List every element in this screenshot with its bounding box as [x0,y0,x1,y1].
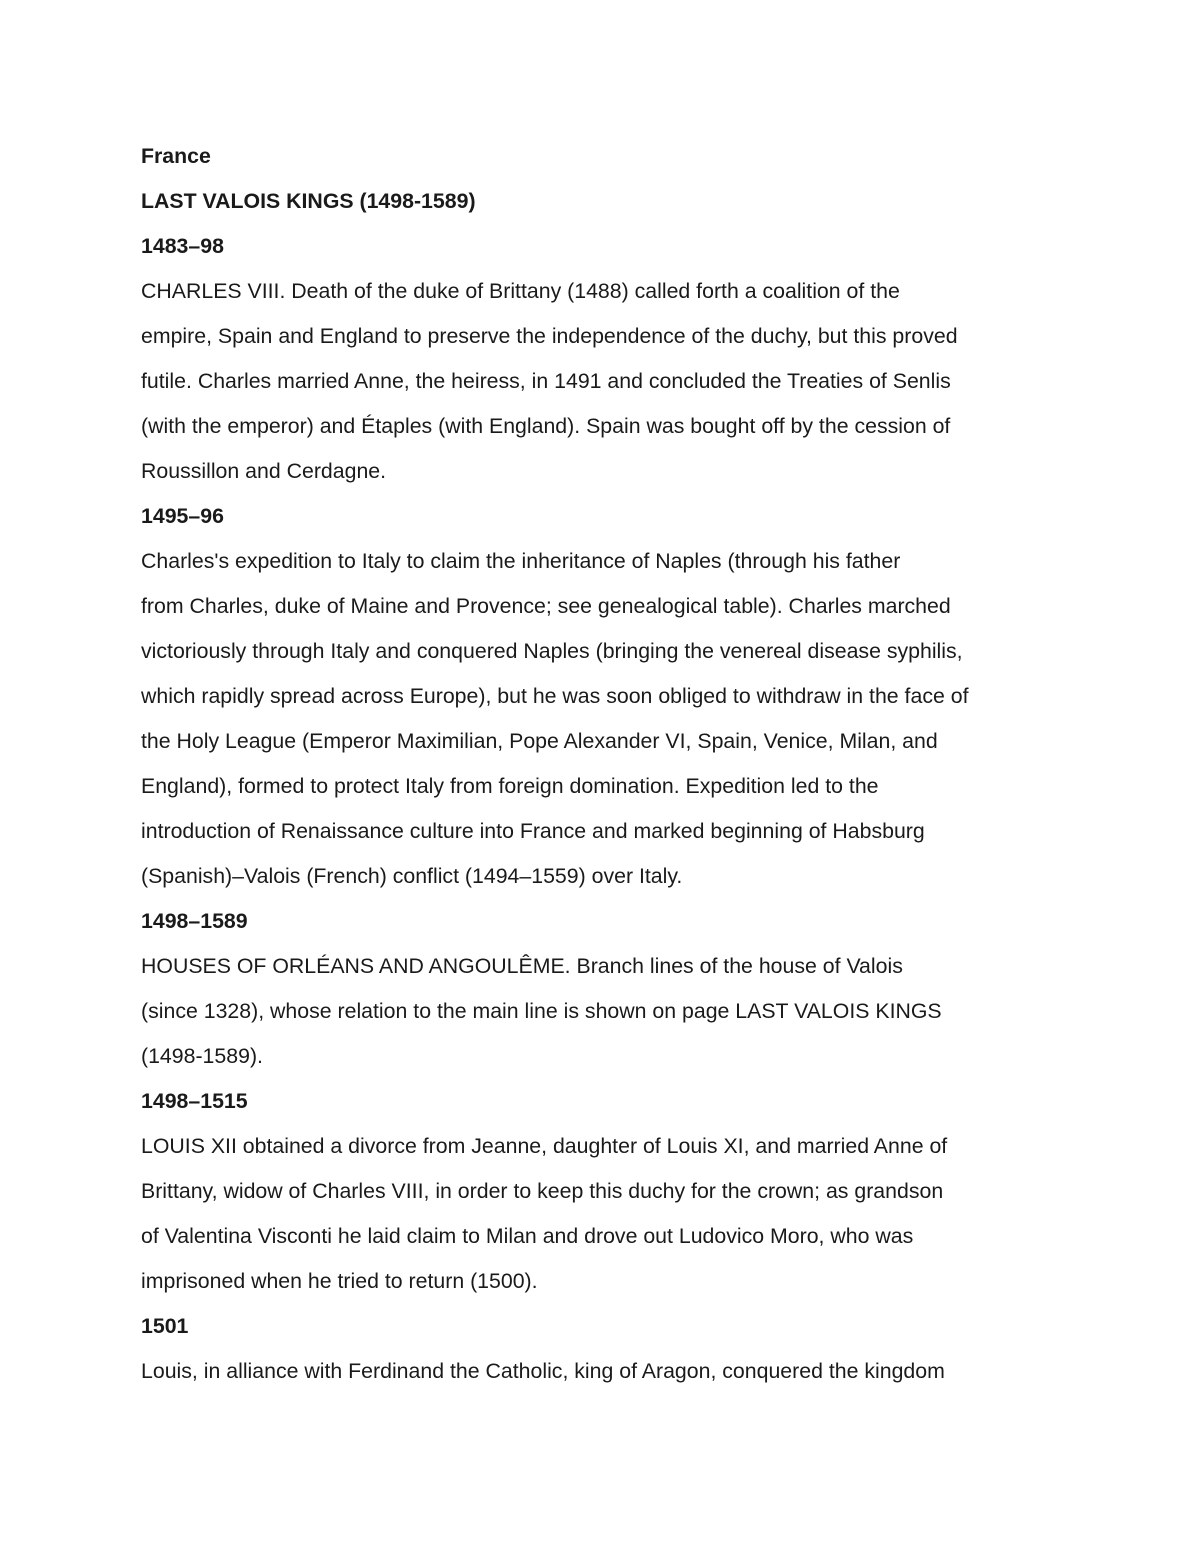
paragraph-line: empire, Spain and England to preserve the independence of the duchy, but this proved [141,324,958,348]
paragraph-line: introduction of Renaissance culture into France and marked beginning of Habsburg [141,819,925,843]
paragraph-line: (since 1328), whose relation to the main line is shown on page LAST VALOIS KINGS [141,999,942,1023]
date-heading: 1495–96 [141,504,224,528]
paragraph-line: Roussillon and Cerdagne. [141,459,387,483]
paragraph-line: imprisoned when he tried to return (1500). [141,1269,538,1293]
paragraph-line: England), formed to protect Italy from foreign domination. Expedition led to the [141,774,879,798]
paragraph-line: from Charles, duke of Maine and Provence; see genealogical table). Charles marched [141,594,951,618]
date-heading: 1483–98 [141,234,224,258]
paragraph-line: Louis, in alliance with Ferdinand the Catholic, king of Aragon, conquered the kingdom [141,1359,945,1383]
paragraph-line: the Holy League (Emperor Maximilian, Pope Alexander VI, Spain, Venice, Milan, and [141,729,938,753]
paragraph-line: HOUSES OF ORLÉANS AND ANGOULÊME. Branch lines of the house of Valois [141,954,903,978]
section-heading: LAST VALOIS KINGS (1498-1589) [141,189,476,213]
paragraph-line: CHARLES VIII. Death of the duke of Brittany (1488) called forth a coalition of the [141,279,900,303]
date-heading: 1498–1589 [141,909,248,933]
paragraph-line: which rapidly spread across Europe), but he was soon obliged to withdraw in the face of [141,684,969,708]
paragraph-line: (with the emperor) and Étaples (with England). Spain was bought off by the cession of [141,414,951,438]
document-body [141,134,1071,1394]
paragraph-line: LOUIS XII obtained a divorce from Jeanne, daughter of Louis XI, and married Anne of [141,1134,948,1158]
paragraph-line: Charles's expedition to Italy to claim the inheritance of Naples (through his father [141,549,901,573]
paragraph-line: (Spanish)–Valois (French) conflict (1494–1559) over Italy. [141,864,683,888]
paragraph-line: of Valentina Visconti he laid claim to Milan and drove out Ludovico Moro, who was [141,1224,914,1248]
paragraph-line: (1498-1589). [141,1044,263,1068]
paragraph-line: futile. Charles married Anne, the heiress, in 1491 and concluded the Treaties of Senlis [141,369,951,393]
paragraph-line: Brittany, widow of Charles VIII, in order to keep this duchy for the crown; as grandson [141,1179,944,1203]
date-heading: 1498–1515 [141,1089,248,1113]
document-title: France [141,144,211,168]
paragraph-line: victoriously through Italy and conquered Naples (bringing the venereal disease syphilis, [141,639,963,663]
date-heading: 1501 [141,1314,189,1338]
